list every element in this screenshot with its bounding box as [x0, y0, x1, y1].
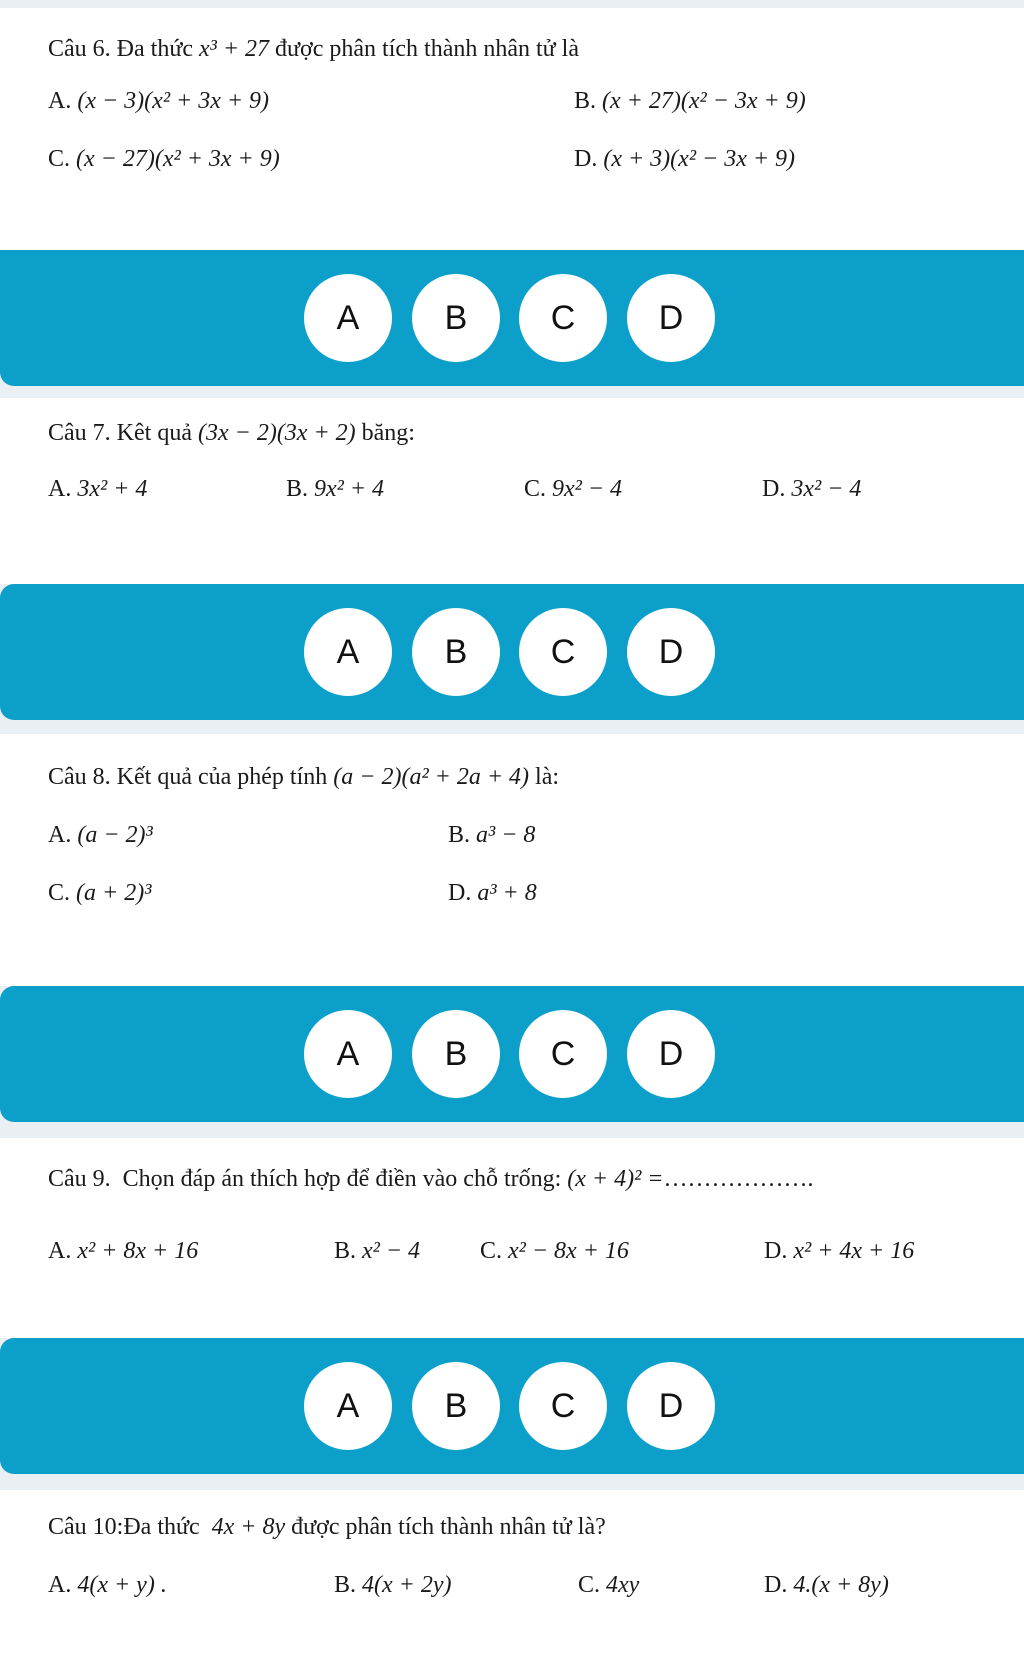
question-expression: x³ + 27	[198, 36, 270, 62]
question-title: Câu 7. Kêt quả (3x − 2)(3x + 2) băng:	[48, 420, 415, 446]
option-a: A. 3x² + 4	[48, 476, 148, 502]
option-c: C. (a + 2)³	[48, 880, 152, 906]
answer-button-b[interactable]: B	[412, 1010, 500, 1098]
question-title: Câu 10:Đa thức 4x + 8y được phân tích thành nhân tử là?	[48, 1514, 606, 1540]
answer-button-a[interactable]: A	[304, 1010, 392, 1098]
answer-bar-6	[0, 250, 1024, 386]
option-b: B. 9x² + 4	[286, 476, 385, 502]
question-number: Câu 10:	[48, 1514, 124, 1540]
option-c: C. 9x² − 4	[524, 476, 623, 502]
answer-button-d[interactable]: D	[627, 274, 715, 362]
question-title: Câu 8. Kết quả của phép tính (a − 2)(a² + 2a + 4) là:	[48, 764, 560, 790]
question-expression: (x + 4)² =	[567, 1166, 664, 1192]
option-b: B. (x + 27)(x² − 3x + 9)	[574, 88, 806, 114]
option-c: C. x² − 8x + 16	[480, 1238, 629, 1264]
answer-button-b[interactable]: B	[412, 1362, 500, 1450]
question-number: Câu 8.	[48, 764, 111, 790]
option-d: D. (x + 3)(x² − 3x + 9)	[574, 146, 796, 172]
answer-bar-7	[0, 584, 1024, 720]
answer-button-c[interactable]: C	[519, 1010, 607, 1098]
option-b: B. a³ − 8	[448, 822, 536, 848]
answer-button-a[interactable]: A	[304, 1362, 392, 1450]
answer-button-c[interactable]: C	[519, 274, 607, 362]
question-number: Câu 6.	[48, 36, 111, 62]
question-card-6	[0, 8, 1024, 250]
answer-button-b[interactable]: B	[412, 608, 500, 696]
question-card-8	[0, 734, 1024, 986]
option-d: D. x² + 4x + 16	[764, 1238, 915, 1264]
answer-button-a[interactable]: A	[304, 608, 392, 696]
option-d: D. a³ + 8	[448, 880, 537, 906]
option-a: A. x² + 8x + 16	[48, 1238, 199, 1264]
option-a: A. 4(x + y) .	[48, 1572, 167, 1598]
answer-button-d[interactable]: D	[627, 1362, 715, 1450]
question-expression: (a − 2)(a² + 2a + 4)	[333, 764, 530, 790]
answer-button-a[interactable]: A	[304, 274, 392, 362]
option-b: B. x² − 4	[334, 1238, 421, 1264]
answer-button-b[interactable]: B	[412, 274, 500, 362]
answer-button-c[interactable]: C	[519, 1362, 607, 1450]
option-d: D. 3x² − 4	[762, 476, 862, 502]
option-d: D. 4.(x + 8y)	[764, 1572, 889, 1598]
question-expression: 4x + 8y	[211, 1514, 286, 1540]
answer-button-d[interactable]: D	[627, 608, 715, 696]
option-a: A. (x − 3)(x² + 3x + 9)	[48, 88, 270, 114]
question-title: Câu 6. Đa thức x³ + 27 được phân tích thành nhân tử là	[48, 36, 579, 62]
option-c: C. 4xy	[578, 1572, 640, 1598]
answer-bar-9	[0, 1338, 1024, 1474]
question-number: Câu 9.	[48, 1166, 111, 1192]
option-b: B. 4(x + 2y)	[334, 1572, 452, 1598]
question-card-7	[0, 398, 1024, 584]
question-number: Câu 7.	[48, 420, 111, 446]
answer-button-c[interactable]: C	[519, 608, 607, 696]
question-card-10	[0, 1490, 1024, 1672]
question-card-9	[0, 1138, 1024, 1338]
option-c: C. (x − 27)(x² + 3x + 9)	[48, 146, 280, 172]
question-expression: (3x − 2)(3x + 2)	[197, 420, 356, 446]
answer-bar-8	[0, 986, 1024, 1122]
question-title: Câu 9. Chọn đáp án thích hợp để điền vào chỗ trống: (x + 4)² =……………….	[48, 1166, 814, 1192]
answer-button-d[interactable]: D	[627, 1010, 715, 1098]
option-a: A. (a − 2)³	[48, 822, 153, 848]
